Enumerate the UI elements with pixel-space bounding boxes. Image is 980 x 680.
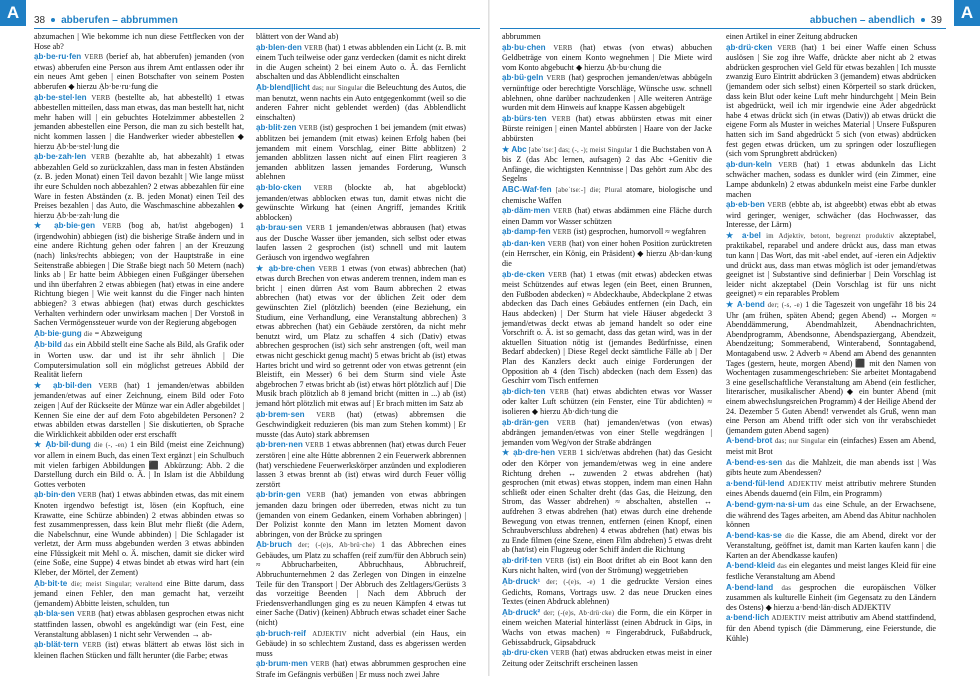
definition-text: 1 jemanden/etwas abbrausen (hat) etwas aus der Dusche Wasser über jemanden, sich selbst oder etwas laufen lassen 2 gesprochen (ist) schnell und mit lautem Geräusch von irgendwo wegfahren [256, 223, 466, 263]
definition-text: (hat) von einer hohen Position zurücktreten (ein Herrscher, ein König, ein Präsident) ◆ hierzu Ạb·dan·kung die [502, 238, 712, 269]
right-page [490, 0, 980, 676]
dictionary-entry [256, 659, 466, 679]
headword: ạb·blo·cken [256, 182, 302, 192]
definition-text: (hat) etwas abdichten etwas vor Wasser oder kalter Luft schützen (ein Fenster, eine Tür abdichten) ≈ isolieren ◆ hierzu Ạb·dich·tung die [502, 386, 713, 416]
headword: ABC-Waf·fen [502, 184, 552, 194]
definition-text: 1 etwas abbrennen (hat) etwas durch Feuer zerstören | eine alte Hütte abbrennen 2 ein Feuerwerk abbrennen (hat) verschiedene Feuerwerkskörper anzünden und explodieren lassen 3 etwas brennt ab (ist) etwas wird durch Feuer völlig zerstört [256, 440, 467, 489]
headword: Ạb·bruch [256, 540, 292, 550]
grammar-label: die; meist Singular; veraltend [71, 580, 163, 588]
grammar-label: die [785, 532, 795, 540]
bullet-icon [921, 18, 925, 22]
definition-text: atomare, biologische und chemische Waffen [502, 184, 712, 205]
thumb-index-tab: A [0, 0, 26, 26]
dictionary-entry [502, 418, 712, 448]
grammar-label: VERB [767, 202, 787, 210]
grammar-label: die [83, 330, 93, 338]
grammar-label: VERB [557, 450, 577, 458]
headword: ạb·bla·sen [34, 609, 75, 619]
headword: ạb·brau·sen [256, 223, 303, 233]
definition-text: (hat) 1 etwas abbinden etwas, das mit einem Knoten irgendwo befestigt ist, lösen (ein Kopftuch, eine Krawatte, eine Schürze abbinden) 2 etwas abbinden etwas so fest zusammenpressen, dass kein Blut mehr fließt (die Adern, die Nabelschnur, eine Wunde abbinden) | Die Schlagader ist verletzt, der Arm muss abgebunden werden 3 etwas abbinden eine Flüssigkeit mit Mehl o. Ä. mischen, damit sie dicker wird (eine Soße, eine Suppe) 4 etwas bindet ab etwas wird hart (ein Kleber, der Mörtel, der Zement) [34, 490, 244, 578]
dictionary-entry [34, 221, 244, 328]
grammar-label: VERB [553, 44, 573, 52]
headword: ạb·dich·ten [502, 386, 546, 396]
continuation-text: blättert von der Wand ab) [256, 32, 339, 41]
guide-words: abberufen – abbrummen [61, 14, 178, 26]
definition-text: ein elegantes und meist langes Kleid für eine festliche Veranstaltung am Abend [726, 561, 936, 582]
dictionary-entry [726, 561, 936, 581]
dictionary-entry [34, 640, 244, 660]
grammar-label: das [812, 501, 823, 509]
headword: A·bend·kleid [726, 561, 776, 571]
grammar-label: VERB [316, 411, 336, 419]
definition-text: (bog ab, hat/ist abgebogen) 1 (irgendwohin) abbiegen (ist) die bisherige Straße ändern und in eine andere Richtung gehen oder fahren | an der Kreuzung (nach) links/rechts abbiegen; von der Hauptstraße in eine Seitenstraße abbiegen | Die Straße biegt nach 50 Metern (nach) links ab | Er hatte beim Abbiegen einen Fußgänger übersehen und ihn überfahren 2 etwas abbiegen (hat) etwas in eine andere Richtung biegen | Wie weit kannst du die Finger nach hinten abbiegen? 3 etwas abbiegen (hat) etwas durch geschicktes Verhalten verhindern oder unwirksam machen | Der Vorstoß in Sachen Vermögenssteuer wurde von der Regierung abgebogen [34, 221, 244, 328]
definition-text: 1 das Abbrechen eines Gebäudes, um Platz zu schaffen (reif zum/für den Abbruch sein) ≈ Abbrucharbeiten, Abbruchhaus, Abbruchreif, Abbruchunternehmen 2 das Zerlegen von Dingen in einzelne Teile für den Transport | Der Abbruch des Zeltlagers/Gerüsts 3 das vorzeitige Beenden | Nach dem Abbruch der Friedensverhandlungen ging es zu neuen Kämpfen 4 etwas tut einer Sache (Dativ) (keinen) Abbruch etwas schadet einer Sache (nicht) [256, 540, 466, 628]
dictionary-entry [502, 185, 712, 205]
definition-text: (hat) (etwas) abbremsen die Geschwindigkeit reduzieren (bis man zum Stehen kommt) | Er musste (das Auto) stark abbremsen [256, 409, 466, 439]
definition-text: ein (einfaches) Essen am Abend, meist mit Brot [726, 436, 936, 456]
dictionary-entry [256, 123, 466, 182]
entry-continuation [502, 32, 712, 42]
grammar-label: der; (-s, -e) [767, 302, 803, 310]
definition-text: (ist) gesprochen 1 bei jemandem (mit etwas) abblitzen bei jemandem (mit etwas) keinen Erfolg haben (bei jemandem mit einem Vorschlag, einer Bitte abblitzen) 2 jemanden abblitzen lassen nicht auf einen Flirt reagieren 3 jemanden abblitzen lassen jemandes Forderung, Wunsch ablehnen [256, 123, 466, 182]
dictionary-entry [502, 145, 712, 184]
running-header [34, 13, 178, 27]
definition-text: die Kasse, die am Abend, direkt vor der Veranstaltung, geöffnet ist, damit man Karten kaufen kann | die Karten an der Abendkasse kaufen) [726, 530, 937, 560]
headword: A·bend·kas·se [726, 530, 782, 540]
headword: ★ Ạb·bil·dung [34, 440, 91, 450]
dictionary-entry [256, 183, 466, 222]
headword: Ạb·blend|licht [256, 82, 310, 92]
dictionary-entry [726, 231, 936, 299]
grammar-label: VERB [313, 184, 333, 192]
definition-text: (ist) etwas blättert ab etwas löst sich in kleinen flachen Stücken und fällt herunter (die Farbe; etwas [34, 640, 245, 660]
grammar-label: das [777, 563, 787, 571]
grammar-label: das; nur Singular [312, 84, 363, 92]
dictionary-entry [726, 436, 936, 456]
grammar-label: VERB [298, 125, 318, 133]
definition-text: die Mahlzeit, die man abends isst | Was gibts heute zum Abendessen? [726, 457, 936, 478]
definition-text: meist attributiv am Abend stattfindend, für den Abend typisch (die Dämmerung, eine Feierstunde, die Kühle) [726, 613, 937, 643]
page-number: 39 [930, 14, 942, 26]
definition-text: 1 etwas (von etwas) abbrechen (hat) etwas durch Brechen von etwas anderem trennen, indem man es bricht | einen dürren Ast vom Baum abbrechen 2 etwas abbrechen (hat) etwas vor der üblichen Zeit oder dem gewünschten Ziel (plötzlich) beenden (eine Beziehung, ein Studium, eine Verhandlung, eine Veranstaltung abbrechen) 3 etwas abbrechen (hat) ein Gebäude zerstören, da nicht mehr benutzt wird, um Platz zu schaffen 4 sich (Dativ) etwas abbrechen gesprochen (ist) sich sehr anstrengen (oft, weil man etwas nicht geschickt genug macht) 5 etwas bricht ab (ist) etwas Hartes bricht und wird so getrennt oder von etwas getrennt (ein Bleistift, ein Messer) 6 bei dem Sturm sind viele Äste abgebrochen 7 etwas bricht ab (ist) etwas hört plötzlich auf | Die Musik brach plötzlich ab 8 jemand bricht (mitten in ...) ab (ist) jemand hört plötzlich mit etwas auf | Er brach mitten im Satz ab [256, 263, 466, 408]
headword: ★ ạb·bil·den [34, 380, 92, 390]
grammar-label: VERB [547, 240, 567, 248]
entry-continuation [726, 32, 936, 42]
grammar-label: VERB [552, 229, 572, 237]
grammar-label: VERB [778, 161, 798, 169]
definition-text: (hat) jemanden von etwas abbringen jemanden dazu bringen oder überreden, etwas nicht zu tun (jemanden von einem Gedanken, einem Vorhaben abbringen) | Der Polizist konnte den Mann im letzten Moment davon abbringen, von der Brücke zu springen [256, 490, 466, 539]
headword: A·bend·land [726, 582, 774, 592]
definition-text: (hat) etwas (von etwas) abbuchen Geldbeträge von einem Konto wegnehmen | Die Miete wird vom Konto abgebucht ◆ hierzu Ạb·bu·chung die [502, 42, 712, 72]
dictionary-entry [34, 93, 244, 152]
headword: ạb·drif·ten [502, 555, 543, 565]
grammar-label: VERB [556, 419, 576, 427]
headword: ạb·eb·ben [726, 200, 765, 210]
grammar-label: VERB [306, 225, 325, 233]
headword: ạb·blen·den [256, 42, 302, 52]
dictionary-entry [726, 200, 936, 230]
bullet-icon [51, 18, 55, 22]
definition-text: (blockte ab, hat abgeblockt) jemanden/etwas abblocken etwas tun, damit etwas nicht die gewünschte Wirkung hat (einen Angriff, jemandes Kritik abblocken) [256, 182, 467, 222]
headword: Ạb·bild [34, 340, 62, 350]
dictionary-entry [502, 608, 712, 647]
continuation-text: abzumachen | Wie bekomme ich nun diese Fettflecken von der Hose ab? [34, 32, 244, 51]
grammar-label: das [781, 584, 792, 592]
entry-continuation [256, 32, 466, 42]
header-rule [500, 28, 946, 29]
grammar-label: VERB [318, 265, 338, 273]
dictionary-entry [726, 500, 936, 530]
dictionary-entry [256, 83, 466, 122]
headword: A·bend·brot [726, 436, 773, 446]
grammar-label: VERB [310, 661, 330, 669]
grammar-label: VERB [549, 388, 569, 396]
headword: ★ Abc [502, 144, 527, 154]
dictionary-entry [726, 479, 936, 499]
definition-text: (hat) etwas abdämmen eine Fläche durch einen Damm vor Wasser schützen [502, 206, 712, 226]
dictionary-entry [502, 73, 712, 112]
headword: ạb·blät·tern [34, 640, 79, 650]
dictionary-entry [502, 648, 712, 668]
headword: Ạb·bit·te [34, 578, 68, 588]
definition-text: (hat) etwas abblasen gesprochen etwas nicht stattfinden lassen, obwohl es angekündigt war (ein Fest, eine Veranstaltung abblasen) 1 nicht sehr Verwenden → ab- [34, 609, 245, 639]
headword: ạb·bürs·ten [502, 113, 547, 123]
grammar-label: VERB [303, 44, 323, 52]
definition-text: (hat) 1 etwas abdunkeln das Licht schwächer machen, sodass es dunkler wird (ein Zimmer, eine Lampe abdunkeln) 2 etwas abdunkeln meist eine Farbe dunkler machen [726, 159, 936, 199]
left-page [0, 0, 490, 679]
definition-text: 1 die Buchstaben von A bis Z (das Abc lernen, aufsagen) 2 das Abc +Genitiv die Anfänge, die wichtigsten Kenntnisse | Das gehört zum Abc des Segelns [502, 144, 712, 184]
dictionary-entry [256, 629, 466, 659]
definition-text: (bestellte ab, hat abbestellt) 1 etwas abbestellen mitteilen, dass man etwas, das man bestellt hat, nicht mehr haben will | ein gebuchtes Hotelzimmer abbestellen 2 jemanden abbestellen eine Person, die man zu sich bestellt hat, nicht kommen lassen | die Handwerker wieder abbestellen ◆ hierzu Ạb·be·stel·lung die [34, 92, 244, 151]
definition-text: nicht adverbial (ein Haus, ein Gebäude) in so schlechtem Zustand, dass es abgerissen werden muss [256, 628, 466, 658]
dictionary-entry [34, 440, 244, 489]
grammar-label: das [785, 459, 796, 467]
headword: ạb·blit·zen [256, 123, 297, 133]
grammar-label: VERB [90, 154, 110, 162]
headword: ạb·drü·cken [726, 42, 773, 52]
dictionary-entry [502, 577, 712, 607]
definition-text: (berief ab, hat abberufen) jemanden (von etwas) abberufen eine Person aus ihrem Amt entlassen oder ihr ein neues Amt geben | einen Botschafter von seinem Posten abberufen ◆ hierzu Ạb·be·ru·fung die [34, 52, 244, 91]
grammar-label: VERB [304, 442, 324, 450]
continuation-text: einen Artikel in einer Zeitung abdrucken [726, 32, 858, 41]
dictionary-entry [726, 43, 936, 159]
headword: ạb·däm·men [502, 206, 551, 216]
definition-text: = Abzweigung [94, 328, 143, 338]
definition-text: meist attributiv mehrere Stunden eines Abends dauernd (ein Film, ein Programm) [726, 478, 936, 499]
dictionary-entry [256, 43, 466, 82]
dictionary-entry [34, 579, 244, 609]
grammar-label: ADJEKTIV [771, 615, 806, 623]
headword: Ạb·druck² [502, 607, 541, 617]
headword: ạb·be·stel·len [34, 92, 87, 102]
definition-text: (hat) 1 etwas (mit etwas) abdecken etwas meist Schützendes auf etwas legen (ein Beet, einen Brunnen, den Fußboden abdecken) ≈ Abdeckhaube, Abdeckplane 2 etwas abdecken das Dach eines Gebäudes entfernen (ein Dach, ein Haus abdecken) | Der Sturm hat viele Häuser abgedeckt 3 jemand/etwas deckt etwas ab jemand handelt so oder eine Vorschrift o. Ä. ist so gemacht, dass das getan wird, was in der aktuellen Situation nötig ist (jemandes Bedürfnisse, einen Bedarf abdecken) | Diese Regel deckt sämtliche Fälle ab | Der Plan des Kanzlers deckt auch einige Forderungen der Opposition ab 4 (den Tisch) abdecken (nach dem Essen) das Geschirr vom Tisch entfernen [502, 269, 712, 386]
running-header [810, 13, 942, 27]
grammar-label: VERB [76, 611, 96, 619]
grammar-label: VERB [102, 223, 122, 231]
headword: ạb·damp·fen [502, 227, 551, 237]
column-1 [34, 32, 244, 672]
dictionary-entry [256, 440, 466, 489]
headword: Ạb·druck¹ [502, 577, 541, 587]
headword: ạb·dru·cken [502, 648, 549, 658]
entry-continuation [34, 32, 244, 51]
grammar-label: ADJEKTIV [312, 630, 347, 638]
dictionary-entry [34, 490, 244, 577]
dictionary-entry [502, 556, 712, 576]
dictionary-entry [256, 540, 466, 627]
grammar-label: VERB [777, 44, 797, 52]
dictionary-entry [34, 381, 244, 440]
dictionary-entry [726, 458, 936, 478]
grammar-label: [abeˈtseː-] die; Plural [555, 186, 623, 194]
grammar-label: VERB [84, 54, 104, 62]
grammar-label: VERB [546, 75, 566, 83]
headword: ạb·dun·keln [726, 159, 772, 169]
dictionary-entry [34, 329, 244, 340]
grammar-label: VERB [82, 642, 102, 650]
grammar-label: im Adjektiv, betont, begrenzt produktiv [766, 232, 895, 240]
headword: ạb·dan·ken [502, 238, 546, 248]
dictionary-entry [726, 300, 936, 435]
continuation-text: abbrummen [502, 32, 541, 41]
definition-text: (ebbte ab, ist abgeebbt) etwas ebbt ab etwas wird geringer, weniger, schwächer (das Hochwasser, das Interesse, der Lärm) [726, 200, 936, 230]
column-2 [256, 32, 467, 679]
grammar-label: der; (-(e)s, -e) [546, 579, 596, 587]
definition-text: 1 die Tageszeit von ungefähr 18 bis 24 Uhr (am frühen, späten Abend; gegen Abend) ↔ Morgen ≈ Abenddämmerung, Abendmahlzeit, Abendnachrichten, Abendprogramm, Abendsonne, Abendspaziergang, Abendzeit, Abendzeitung; Sommerabend, Winterabend, Sonntagabend, Montagabend usw. 2 Adverb ≈ Abend am Abend des genannten Tages (gestern, heute, morgen Abend) ⬛ mit den Namen von Wochentagen zusammengeschrieben: Sie arbeitet Montagabend 3 eine gesellschaftliche Veranstaltung am Abend (ein festlicher, literarischer, musikalischer Abend) ◆ ein bunter Abend (mit einem abwechslungsreichen Programm) 4 der Heilige Abend der 24. Dezember 5 Guten Abend! verwendet als Gruß, wenn man eine Person am Abend trifft oder sich von ihr verabschiedet (jemandem guten Abend sagen) [726, 300, 937, 435]
column-4 [726, 32, 936, 672]
headword: ạb·de·cken [502, 269, 545, 279]
headword: Ạb·bie·gung [34, 328, 82, 338]
headword: ạb·bruch·reif [256, 628, 306, 638]
headword: ạb·brum·men [256, 659, 308, 669]
definition-text: (hat) 1 bei einer Waffe einen Schuss auslösen | Sie zog ihre Waffe, drückte aber nicht ab 2 etwas abdrücken gesprochen viel Geld für etwas bezahlen | Ich musste zwanzig Euro Eintritt abdrücken 3 (jemandem) etwas abdrücken (jemandem oder sich selbst) einen Körperteil so stark drücken, dass kein Blut oder keine Luft mehr hindurchgeht | Mein Bein ist abgedrückt, weil ich mir irgendwie eine Ader abgedrückt habe 4 etwas drückt sich (in etwas (Dativ)) ab etwas drückt die eigene Form als Muster in weiches Material | Unsere Fußspuren hatten sich im Sand abgedrückt 5 sich (von etwas) abdrücken fest gegen etwas drücken, um zu springen oder loszufliegen (sich vom Sprungbrett abdrücken) [726, 42, 936, 159]
dictionary-entry [502, 114, 712, 144]
dictionary-entry [502, 387, 712, 417]
dictionary-entry [726, 583, 936, 613]
dictionary-entry [34, 609, 244, 639]
headword: ạb·bu·chen [502, 42, 546, 52]
dictionary-entry [34, 52, 244, 91]
headword: ★ a·bel [726, 230, 761, 240]
definition-text: die Beleuchtung des Autos, die man benutzt, wenn nachts ein Auto entgegenkommt (weil so die anderen Fahrer nicht geblendet werden) (das Abblendlicht einschalten) [256, 82, 466, 122]
definition-text: (hat) 1 etwas abblenden ein Licht (z. B. mit einem Tuch teilweise oder ganz verdecken (damit es nicht direkt in die Augen scheint) 2 bei einem Auto o. Ä. das Fernlicht abschalten und das Abblendlicht einschalten [256, 42, 467, 82]
grammar-label: das; nur Singular [774, 438, 826, 446]
headword: ạb·drän·gen [502, 417, 549, 427]
headword: ạb·bren·nen [256, 440, 303, 450]
dictionary-entry [256, 490, 466, 539]
grammar-label: VERB [91, 94, 111, 102]
grammar-label: die (-, -en) [93, 442, 128, 450]
dictionary-entry [256, 223, 466, 262]
definition-text: eine Schule, an der Erwachsene, die während des Tages arbeiten, am Abend das Abitur nachholen können [726, 499, 936, 530]
headword: ạb·be·zah·len [34, 152, 87, 162]
page-number: 38 [34, 14, 46, 26]
headword: ạb·brem·sen [256, 409, 305, 419]
headword: ạb·bin·den [34, 490, 76, 500]
headword: ạb·be·ru·fen [34, 52, 82, 62]
grammar-label: VERB [77, 492, 97, 500]
grammar-label: VERB [551, 115, 571, 123]
headword: ★ ạb·bre·chen [256, 263, 315, 273]
headword: ạb·bü·geln [502, 73, 544, 83]
definition-text: (bezahlte ab, hat abbezahlt) 1 etwas abbezahlen Geld so zurückzahlen, dass man in festen Abständen (z. B. jeden Monat) einen Teil davon bezahlt | Wie lange müsst ihr eure Schulden noch abbezahlen? 2 etwas abbezahlen für eine Ware in festen Abständen (z. B. jeden Monat) einen Teil des Preises bezahlen | das Auto, die Waschmaschine abbezahlen ◆ hierzu Ạb·be·zah·lung die [34, 152, 244, 220]
definition-text: (hat) gesprochen jemanden/etwas abbügeln vernünftige oder berechtigte Vorschläge, Wünsche usw. schnell ablehnen, ohne darüber nachzudenken | Alle weiteren Anträge wurden mit dem Hinweis auf knappe Kassen abgebügelt [502, 73, 713, 113]
headword: A·bend·gym·na·si·um [726, 499, 810, 509]
dictionary-entry [502, 270, 712, 386]
dictionary-entry [502, 239, 712, 269]
grammar-label: VERB [98, 382, 118, 390]
grammar-label: [abeˈtseː] das; (-, -); meist Singular [528, 146, 633, 154]
grammar-label: der; (-(e)s, Ab·drü·cke) [543, 609, 615, 617]
dictionary-entry [726, 531, 936, 561]
dictionary-entry [502, 448, 712, 555]
headword: A·bend·es·sen [726, 457, 783, 467]
headword: a·bend·fül·lend [726, 478, 785, 488]
dictionary-entry [34, 340, 244, 379]
definition-text: (hat) etwas abbürsten etwas mit einer Bürste reinigen | einen Mantel abbürsten | Haare von der Jacke abbürsten [502, 113, 712, 143]
definition-text: (hat) 1 jemanden/etwas abbilden jemanden/etwas auf einer Zeichnung, einem Bild oder Foto zeigen | Auf der Rückseite der Münze war ein Adler abgebildet | Kennen Sie eine der auf dem Foto abgebildeten Personen? 2 etwas abbilden etwas darstellen | Sie diskutierten, ob Sprache die Wirklichkeit abbilden oder erst erschafft [34, 380, 245, 439]
dictionary-entry [726, 160, 936, 199]
grammar-label: VERB [306, 492, 326, 500]
headword: a·bend·lich [726, 613, 770, 623]
thumb-index-tab: A [954, 0, 980, 26]
definition-text: die Form, die ein Körper in einem weichen Material hinterlässt (einen Abdruck in Gips, in Wachs von etwas machen) ≈ Fingerabdruck, Fußabdruck, Gebissabdruck, Gipsabdruck [502, 607, 712, 647]
definition-text: eine Bitte darum, dass jemand einen Fehler, den man gemacht hat, verzeiht (jemandem) Abbitte leisten, schulden, tun [34, 578, 244, 608]
grammar-label: das [63, 342, 74, 350]
definition-text: gesprochen die europäischen Völker zusammen als kulturelle Einheit (im Gegensatz zu den Ländern des Ostens) ◆ hierzu a·bend·län·disch ADJEKTIV [726, 582, 936, 612]
grammar-label: ADJEKTIV [787, 480, 823, 488]
definition-text: (hat) etwas abbrummen gesprochen eine Strafe im Gefängnis verbüßen | Er muss noch zwei Jahre [256, 659, 467, 679]
definition-text: 1 sich/etwas abdrehen (hat) das Gesicht oder den Körper von jemandem/etwas weg in eine andere Richtung drehen ↔ zuwenden 2 etwas abdrehen (hat) gesprochen (mit etwas) etwas stoppen, indem man einen Hahn schließt oder einen Schalter dreht (das Gas, die Heizung, den Strom, das Wasser abdrehen) ≈ abschalten, abstellen ↔ aufdrehen 3 etwas abdrehen (hat) etwas durch eine drehende Bewegung von etwas trennen, entfernen (einen Knopf, einen Schraubverschluss abdrehen) 4 etwas abdrehen (hat) etwas bis zu Ende filmen (eine Szene, einen Film abdrehen) 5 etwas dreht ab (hat/ist) ein Flugzeug oder Schiff ändert die Richtung [502, 448, 712, 555]
definition-text: 1 ein Bild (meist eine Zeichnung) vor allem in einem Buch, das einen Text ergänzt | ein Schulbuch mit vielen farbigen Abbildungen ⬛ Abkürzung: Abb. 2 die Darstellung durch ein Bild o. Ä. | In Islam ist die Abbildung Gottes verboten [34, 440, 244, 489]
dictionary-entry [256, 410, 466, 440]
column-3 [502, 32, 712, 672]
headword: ★ A·bend [726, 300, 765, 310]
grammar-label: VERB [553, 208, 572, 216]
grammar-label: VERB [548, 271, 568, 279]
headword: ạb·brin·gen [256, 490, 301, 500]
dictionary-entry [34, 152, 244, 220]
guide-words: abbuchen – abendlich [809, 14, 915, 26]
definition-text: 1 die gedruckte Version eines Gedichts, Romans, Vortrags usw. 2 das neue Drucken eines Textes (einen Abdruck ablehnen) [502, 577, 712, 607]
definition-text: (hat) jemanden/etwas (von etwas) abdrängen jemanden/etwas von einer Stelle wegdrängen | jemanden vom Weg/von der Straße abdrängen [502, 417, 712, 447]
dictionary-entry [502, 43, 712, 73]
header-rule [34, 28, 480, 29]
headword: ★ ạb·bie·gen [34, 221, 96, 231]
definition-text: (ist) ein Boot driftet ab ein Boot kann den Kurs nicht halten, wird (von der Strömung) weggetrieben [502, 555, 713, 576]
grammar-label: VERB [545, 557, 565, 565]
grammar-label: der; (-(e)s, Ab·brü·che) [298, 542, 375, 550]
headword: ★ ạb·dre·hen [502, 448, 555, 458]
definition-text: akzeptabel, praktikabel, reparabel und andere drückt aus, dass man etwas tun kann | Das Wort, das mit -abel endet, auf -ieren ein Adjektiv und drückt aus, dass man etwas möglich ist oder jemand/etwas geeignet ist | Substantive sind definierbar | Dein Vorschlag ist leider nicht akzeptabel (Dein Vorschlag ist für uns nicht geeignet) ≈ ein reparables Problem [726, 230, 936, 299]
dictionary-entry [502, 206, 712, 226]
grammar-label: VERB [550, 650, 570, 658]
dictionary-entry [726, 613, 936, 643]
definition-text: (ist) gesprochen, humorvoll ≈ wegfahren [573, 227, 706, 237]
definition-text: ein Abbild stellt eine Sache als Bild, als Grafik oder in Worten usw. dar und ist ihr sehr ähnlich | Die Computersimulation soll ein möglichst getreues Abbild der Realität liefern [34, 340, 244, 380]
dictionary-entry [256, 264, 466, 409]
dictionary-entry [502, 227, 712, 238]
definition-text: (hat) etwas abdrucken etwas meist in einer Zeitung oder Zeitschrift erscheinen lassen [502, 648, 712, 668]
